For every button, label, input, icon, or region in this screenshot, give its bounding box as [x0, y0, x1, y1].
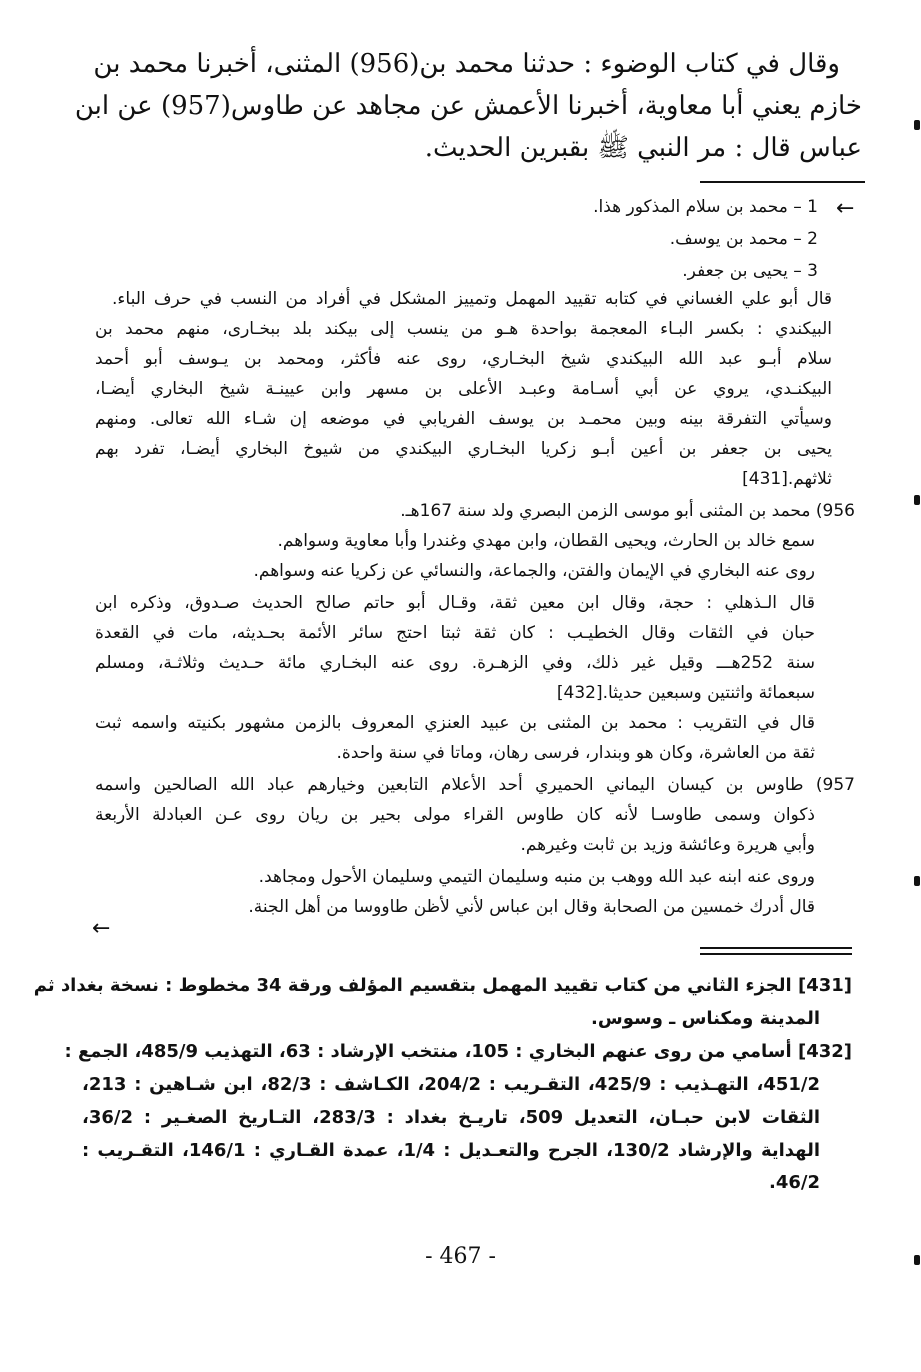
note-line: حبان في الثقات وقال الخطيـب : كان ثقة ثبتا احتج سائر الأئمة بحـديثه، مات في القعدة [95, 623, 815, 643]
note-line: سنة 252هـــ وقيل غير ذلك، وفي الزهـرة. روى عنه البخـاري مائة حـديث وثلاثـة، ومسلم [95, 653, 815, 673]
reference-line: 451/2، التهـذيب : 425/9، التقـريب : 204/2، الكـاشف : 82/3، ابن شـاهين : 213، [82, 1074, 821, 1095]
main-text-line: خازم يعني أبا معاوية، أخبرنا الأعمش عن مجاهد عن طاوس(957) عن ابن [74, 91, 862, 121]
note-line: وسيأتي التفرقة بينه وبين محمـد بن يوسف الفريابي في موضعه إن شـاء الله تعالى. ومنهم [95, 409, 832, 429]
note-line: سبعمائة واثنتين وسبعين حديثا.[432] [556, 683, 815, 703]
note-line: 956) محمد بن المثنى أبو موسى الزمن البصري ولد سنة 167هـ. [400, 501, 855, 521]
note-line: وروى عنه ابنه عبد الله ووهب بن منبه وسليمان التيمي وسليمان الأحول ومجاهد. [258, 867, 815, 887]
scan-mark [914, 1255, 920, 1265]
note-line: البيكنـدي، يروي عن أبي أسـامة وعبـد الأعلى بن مسهر وابن عيينـة شيخ البخاري أيضـا، [95, 379, 832, 399]
left-arrow-icon: ← [836, 196, 855, 221]
note-line: وأبي هريرة وعائشة وزيد بن ثابت وغيرهم. [520, 835, 815, 855]
note-line: قال أدرك خمسين من الصحابة وقال ابن عباس لأني لأظن طاووسا من أهل الجنة. [248, 897, 815, 917]
main-text-line: وقال في كتاب الوضوء : حدثنا محمد بن(956) المثنى، أخبرنا محمد بن [93, 49, 840, 79]
note-line: سلام أبـو عبد الله البيكندي شيخ البخـاري، روى عنه فأكثر، ومحمد بن يـوسف أبو أحمد [95, 349, 832, 369]
notes-separator [700, 181, 865, 183]
scan-mark [914, 876, 920, 886]
left-arrow-icon: ← [92, 916, 111, 941]
reference-line: الثقات لابن حبـان، التعديل 509، تاريـخ بغداد : 283/3، التـاريخ الصغـير : 36/2، [82, 1107, 820, 1128]
note-line: ذكوان وسمى طاوسـا لأنه كان طاوس القراء مولى بحير بن ريان روى عـن العبادلة الأربعة [95, 805, 815, 825]
reference-line: الهداية والإرشاد 130/2، الجرح والتعـديل : 1/4، عمدة القـاري : 146/1، التقـريب : [82, 1140, 820, 1161]
note-line: قال الـذهلي : حجة، وقال ابن معين ثقة، وقـال أبو حاتم صالح الحديث صـدوق، وذكره ابن [95, 593, 815, 613]
scan-mark [914, 120, 920, 130]
note-line: 3 – يحيى بن جعفر. [682, 261, 818, 281]
references-separator [700, 953, 852, 955]
note-line: يحيى بن جعفر بن أعين أبـو زكريا البخـاري البيكندي من شيوخ البخاري أيضـا، تفرد بهم [95, 439, 832, 459]
note-line: قال أبو علي الغساني في كتابه تقييد المهمل وتمييز المشكل في أفراد من النسب في حرف الباء. [112, 289, 832, 309]
reference-line: المدينة ومكناس ـ وسوس. [591, 1008, 820, 1029]
page-number: - 467 - [425, 1244, 496, 1269]
scan-mark [914, 495, 920, 505]
note-line: روى عنه البخاري في الإيمان والفتن، والجماعة، والنسائي عن زكريا عنه وسواهم. [253, 561, 815, 581]
reference-line: 46/2. [769, 1172, 820, 1193]
note-line: قال في التقريب : محمد بن المثنى بن عبيد العنزي المعروف بالزمن مشهور بكنيته واسمه ثبت [95, 713, 815, 733]
reference-line: [432] أسامي من روى عنهم البخاري : 105، منتخب الإرشاد : 63، التهذيب 485/9، الجمع : [64, 1041, 852, 1062]
note-line: 2 – محمد بن يوسف. [669, 229, 818, 249]
main-text-line: عباس قال : مر النبي ﷺ بقبرين الحديث. [424, 133, 862, 163]
references-separator [700, 947, 852, 949]
note-line: ثقة من العاشرة، وكان هو وبندار، فرسى رهان، وماتا في سنة واحدة. [336, 743, 815, 763]
note-line: 1 – محمد بن سلام المذكور هذا. [593, 197, 818, 217]
note-line: سمع خالد بن الحارث، ويحيى القطان، وابن مهدي وغندرا وأبا معاوية وسواهم. [277, 531, 815, 551]
note-line: البيكندي : بكسر البـاء المعجمة بواحدة هـو من ينسب إلى بيكند بلد ببخـارى، منهم محمد بن [95, 319, 832, 339]
reference-line: [431] الجزء الثاني من كتاب تقييد المهمل بتقسيم المؤلف ورقة 34 مخطوط : نسخة بغداد ثم [33, 975, 852, 996]
note-line: ثلاثهم.[431] [742, 469, 832, 489]
note-line: 957) طاوس بن كيسان اليماني الحميري أحد الأعلام التابعين وخيارهم عباد الله الصالحين واسمه [95, 775, 855, 795]
